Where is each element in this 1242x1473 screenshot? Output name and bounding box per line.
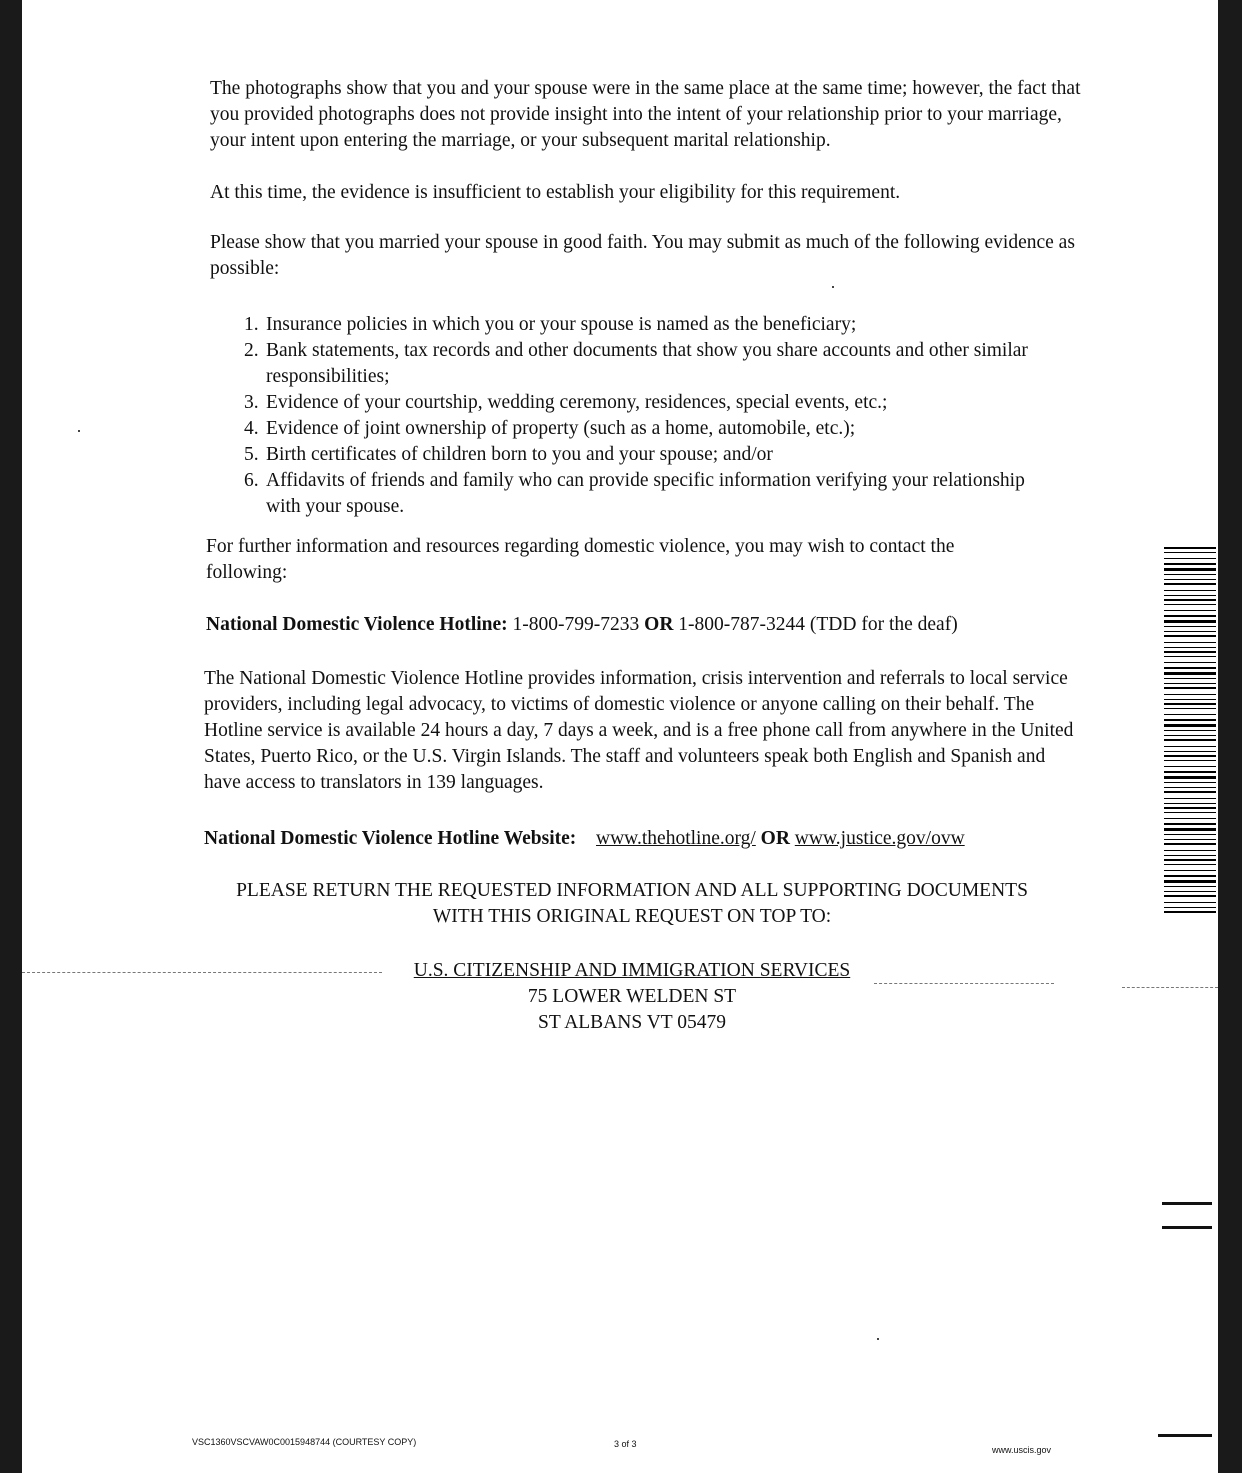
list-item (244, 442, 1064, 468)
barcode-bar (1164, 843, 1216, 845)
website-or: OR (760, 828, 790, 849)
barcode-bar (1164, 730, 1216, 731)
hotline-label: National Domestic Violence Hotline: (206, 614, 508, 635)
barcode-bar (1164, 771, 1216, 773)
good-faith-request-paragraph: Please show that you married your spouse in good faith. You may submit as much of the following evidence as possible: (210, 232, 1075, 279)
barcode-bar (1164, 672, 1216, 675)
margin-rule (1162, 1202, 1212, 1205)
barcode-bar (1164, 834, 1216, 835)
barcode-bar (1164, 552, 1216, 553)
return-notice-line-1: PLEASE RETURN THE REQUESTED INFORMATION AND ALL SUPPORTING DOCUMENTS (236, 880, 1028, 901)
barcode-bar (1164, 599, 1216, 601)
list-item-number: 3. (244, 392, 259, 413)
barcode-graphic (1164, 547, 1216, 915)
barcode-bar (1164, 807, 1216, 809)
return-notice-line-2: WITH THIS ORIGINAL REQUEST ON TOP TO: (432, 906, 832, 927)
barcode-bar (1164, 891, 1216, 892)
scan-speck (877, 1338, 879, 1340)
barcode-bar (1164, 590, 1216, 591)
insufficient-evidence-paragraph: At this time, the evidence is insufficient to establish your eligibility for this requirement. (210, 182, 901, 203)
barcode-bar (1164, 864, 1216, 865)
barcode-bar (1164, 823, 1216, 825)
barcode-bar (1164, 703, 1216, 705)
barcode-bar (1164, 667, 1216, 669)
barcode-bar (1164, 635, 1216, 637)
address-organization: U.S. CITIZENSHIP AND IMMIGRATION SERVICES (413, 960, 851, 981)
barcode-bar (1164, 746, 1216, 747)
barcode-bar (1164, 579, 1216, 580)
scan-speck (78, 430, 80, 432)
margin-rule (1158, 1434, 1212, 1437)
barcode-bar (1164, 911, 1216, 913)
barcode-bar (1164, 839, 1216, 840)
list-item (244, 338, 1064, 390)
justice-website-link[interactable]: www.justice.gov/ovw (794, 828, 965, 849)
list-item (244, 390, 1064, 416)
list-item-text: Bank statements, tax records and other documents that show you share accounts and other similar responsibilities; (266, 340, 1028, 387)
list-item-number: 4. (244, 418, 259, 439)
barcode-bar (1164, 662, 1216, 663)
website-line (204, 826, 1104, 852)
hotline-line (206, 612, 1106, 638)
hotline-phone-2: 1-800-787-3244 (678, 614, 806, 635)
barcode-bar (1164, 595, 1216, 596)
barcode-bar (1164, 870, 1216, 871)
barcode-bar (1164, 755, 1216, 757)
barcode-bar (1164, 828, 1216, 831)
barcode-bar (1164, 631, 1216, 632)
barcode-bar (1164, 818, 1216, 819)
barcode-bar (1164, 875, 1216, 877)
barcode-bar (1164, 547, 1216, 549)
barcode-bar (1164, 647, 1216, 648)
further-info-paragraph: For further information and resources regarding domestic violence, you may wish to contact the following: (206, 536, 955, 583)
barcode-bar (1164, 907, 1216, 908)
barcode-bar (1164, 683, 1216, 684)
barcode-bar (1164, 719, 1216, 721)
return-notice (202, 878, 1062, 930)
barcode-bar (1164, 583, 1216, 585)
barcode-bar (1164, 791, 1216, 793)
hotline-tdd: (TDD for the deaf) (809, 614, 958, 635)
list-item (244, 312, 1064, 338)
hotline-phone-1: 1-800-799-7233 (512, 614, 640, 635)
address-city: ST ALBANS VT 05479 (537, 1012, 726, 1033)
hotline-website-link[interactable]: www.thehotline.org/ (596, 828, 756, 849)
scan-artifact-line (1122, 987, 1218, 988)
list-item-number: 5. (244, 444, 259, 465)
barcode-bar (1164, 642, 1216, 643)
barcode-bar (1164, 687, 1216, 689)
barcode-bar (1164, 656, 1216, 657)
list-item-number: 1. (244, 314, 259, 335)
footer-website: www.uscis.gov (992, 1445, 1052, 1455)
barcode-bar (1164, 568, 1216, 571)
barcode-bar (1164, 812, 1216, 813)
list-item-number: 2. (244, 340, 259, 361)
barcode-bar (1164, 902, 1216, 903)
footer-document-id: VSC1360VSCVAW0C0015948744 (COURTESY COPY) (192, 1437, 417, 1447)
barcode-bar (1164, 714, 1216, 715)
margin-rule (1162, 1226, 1212, 1229)
barcode-bar (1164, 604, 1216, 605)
barcode-bar (1164, 735, 1216, 736)
barcode-bar (1164, 880, 1216, 883)
barcode-bar (1164, 782, 1216, 783)
barcode-bar (1164, 563, 1216, 565)
barcode-bar (1164, 724, 1216, 727)
list-item (244, 416, 1064, 442)
hotline-description-paragraph: The National Domestic Violence Hotline provides information, crisis intervention and referrals to local service providers, including legal advocacy, to victims of domestic violence or anyone calling on their behalf. The Hotline service is available 24 hours a day, 7 days a week, and is a free phone call from anywhere in the United States, Puerto Rico, or the U.S. Virgin Islands. The staff and volunteers speak both English and Spanish and have access to translators in 139 languages. (204, 668, 1074, 793)
hotline-or: OR (644, 614, 674, 635)
barcode-bar (1164, 803, 1216, 804)
mailing-address (172, 958, 1092, 1036)
barcode-bar (1164, 739, 1216, 741)
list-item-number: 6. (244, 470, 259, 491)
list-item-text: Insurance policies in which you or your spouse is named as the beneficiary; (266, 314, 857, 335)
barcode-bar (1164, 850, 1216, 851)
barcode-bar (1164, 798, 1216, 799)
barcode-bar (1164, 895, 1216, 897)
barcode-bar (1164, 776, 1216, 779)
barcode-bar (1164, 855, 1216, 856)
list-item (244, 468, 1064, 520)
scan-speck (832, 286, 834, 288)
barcode-bar (1164, 760, 1216, 761)
barcode-bar (1164, 766, 1216, 767)
barcode-bar (1164, 751, 1216, 752)
barcode-bar (1164, 610, 1216, 611)
footer-page-number: 3 of 3 (614, 1439, 637, 1449)
barcode-bar (1164, 615, 1216, 617)
barcode-bar (1164, 886, 1216, 887)
list-item-text: Evidence of your courtship, wedding ceremony, residences, special events, etc.; (266, 392, 888, 413)
barcode-bar (1164, 651, 1216, 653)
barcode-bar (1164, 699, 1216, 700)
address-street: 75 LOWER WELDEN ST (527, 986, 737, 1007)
barcode-bar (1164, 626, 1216, 627)
evidence-list (244, 312, 1064, 520)
list-item-text: Birth certificates of children born to you and your spouse; and/or (266, 444, 773, 465)
list-item-text: Affidavits of friends and family who can provide specific information verifying your relationship with your spouse. (266, 470, 1025, 517)
barcode-bar (1164, 787, 1216, 788)
list-item-text: Evidence of joint ownership of property (such as a home, automobile, etc.); (266, 418, 856, 439)
website-label: National Domestic Violence Hotline Website: (204, 828, 577, 849)
barcode-bar (1164, 694, 1216, 695)
barcode-bar (1164, 859, 1216, 861)
barcode-bar (1164, 708, 1216, 709)
document-page (22, 0, 1218, 1473)
photographs-paragraph: The photographs show that you and your spouse were in the same place at the same time; however, the fact that you provided photographs does not provide insight into the intent of your relationship prior to your marriage, your intent upon entering the marriage, or your subsequent marital relationship. (210, 78, 1081, 151)
barcode-bar (1164, 678, 1216, 679)
barcode-bar (1164, 620, 1216, 623)
barcode-bar (1164, 574, 1216, 575)
barcode-bar (1164, 558, 1216, 559)
